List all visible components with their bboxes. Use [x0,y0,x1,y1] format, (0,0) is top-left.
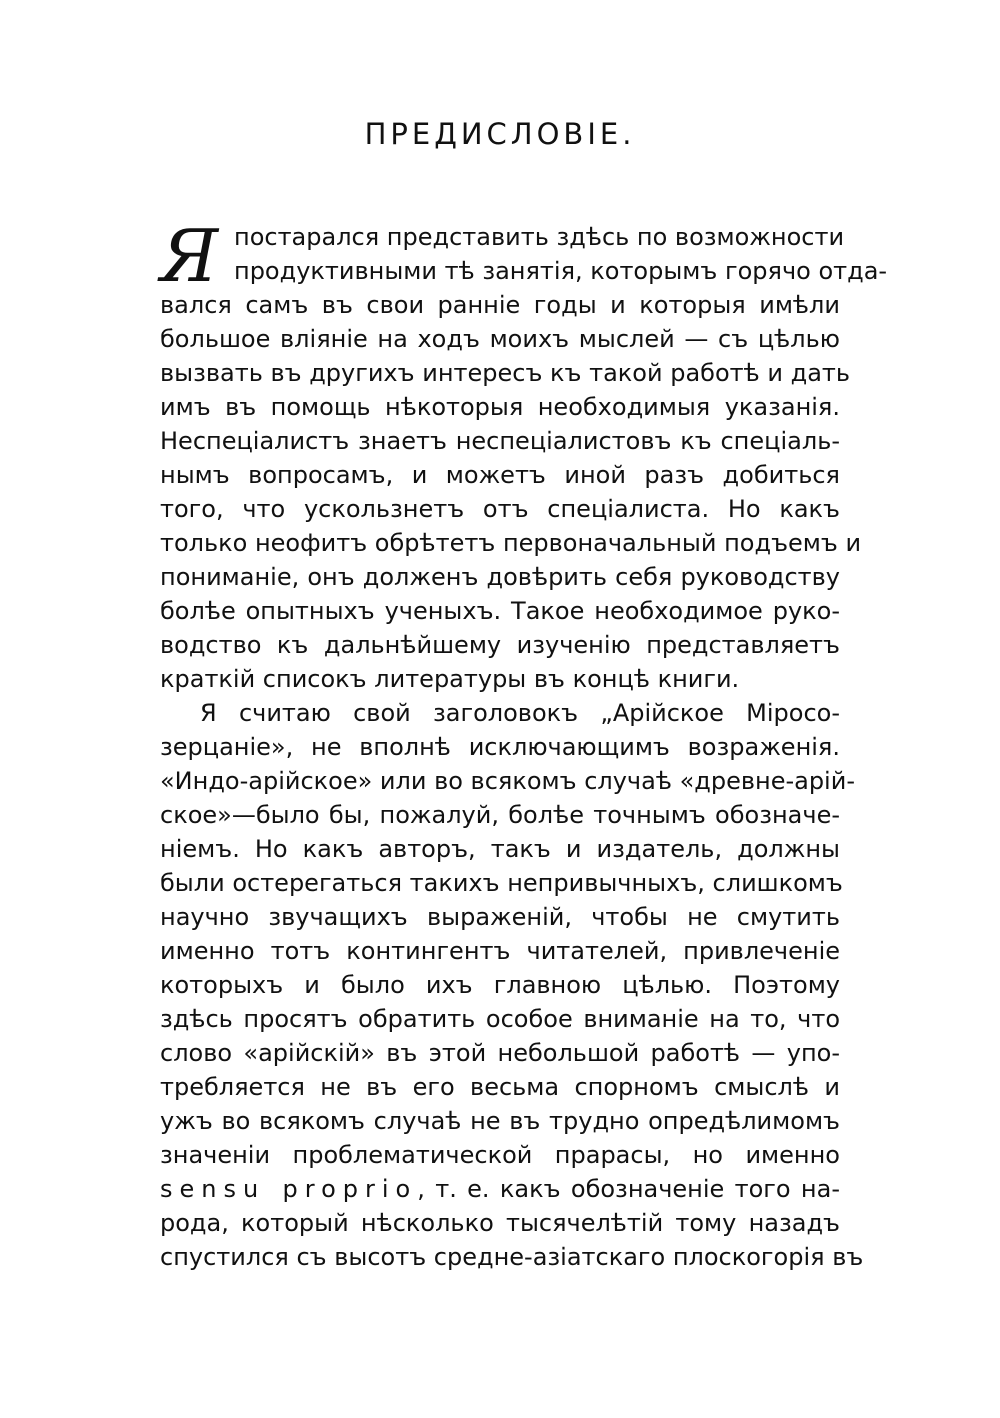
text-line: ніемъ. Но какъ авторъ, такъ и издатель, должны [160,835,840,863]
spaced-latin-phrase: sensu proprio [160,1175,418,1203]
text-line: Я считаю свой заголовокъ „Арійское Міросо- [200,699,840,727]
text-line: ужъ во всякомъ случаѣ не въ трудно опредѣлимомъ [160,1107,840,1135]
text-line: краткій списокъ литературы въ концѣ книги. [160,665,740,693]
text-line: спустился съ высотъ средне-азіатскаго плоскогорія въ [160,1243,864,1271]
text-line: того, что ускользнетъ отъ спеціалиста. Но какъ [160,495,840,523]
text-line: водство къ дальнѣйшему изученію представляетъ [160,631,840,659]
text-line: «Индо-арійское» или во всякомъ случаѣ «древне-арій- [160,767,855,795]
page-title: ПРЕДИСЛОВІЕ. [364,117,636,151]
text-line: ское»—было бы, пожалуй, болѣе точнымъ обозначе- [160,801,840,829]
text-line: зерцаніе», не вполнѣ исключающимъ возраженія. [160,733,840,761]
text-line: большое вліяніе на ходъ моихъ мыслей — съ цѣлью [160,325,840,353]
text-line: вался самъ въ свои ранніе годы и которыя имѣли [160,291,840,319]
text-line: были остерегаться такихъ непривычныхъ, слишкомъ [160,869,843,897]
text-line: болѣе опытныхъ ученыхъ. Такое необходимое руко- [160,597,840,625]
text-line: имъ въ помощь нѣкоторыя необходимыя указанія. [160,393,840,421]
text-line: значеніи проблематической прарасы, но именно [160,1141,840,1169]
text-line: Я постарался представить здѣсь по возможности [160,214,845,298]
text-line: именно тотъ контингентъ читателей, привлеченіе [160,937,840,965]
text-line: только неофитъ обрѣтетъ первоначальный подъемъ и [160,529,862,557]
text-line: Неспеціалистъ знаетъ неспеціалистовъ къ спеціаль- [160,427,840,455]
text-line: продуктивными тѣ занятія, которымъ горячо отда- [234,257,888,285]
body-text [160,214,888,1274]
text-line: требляется не въ его весьма спорномъ смыслѣ и [160,1073,840,1101]
drop-cap: Я [160,214,219,298]
text-line: пониманіе, онъ долженъ довѣрить себя руководству [160,563,840,591]
text-line: нымъ вопросамъ, и можетъ иной разъ добиться [160,461,840,489]
text-line: рода, который нѣсколько тысячелѣтій тому назадъ [160,1209,840,1237]
text-line: которыхъ и было ихъ главною цѣлью. Поэтому [160,971,840,999]
text-line: слово «арійскій» въ этой небольшой работѣ — упо- [160,1039,840,1067]
text-line: здѣсь просятъ обратить особое вниманіе на то, что [160,1005,840,1033]
text-line: sensu proprio, т. е. какъ обозначеніе того на- [160,1175,840,1203]
text-line: вызвать въ другихъ интересъ къ такой работѣ и дать [160,359,851,387]
text-line: научно звучащихъ выраженій, чтобы не смутить [160,903,840,931]
